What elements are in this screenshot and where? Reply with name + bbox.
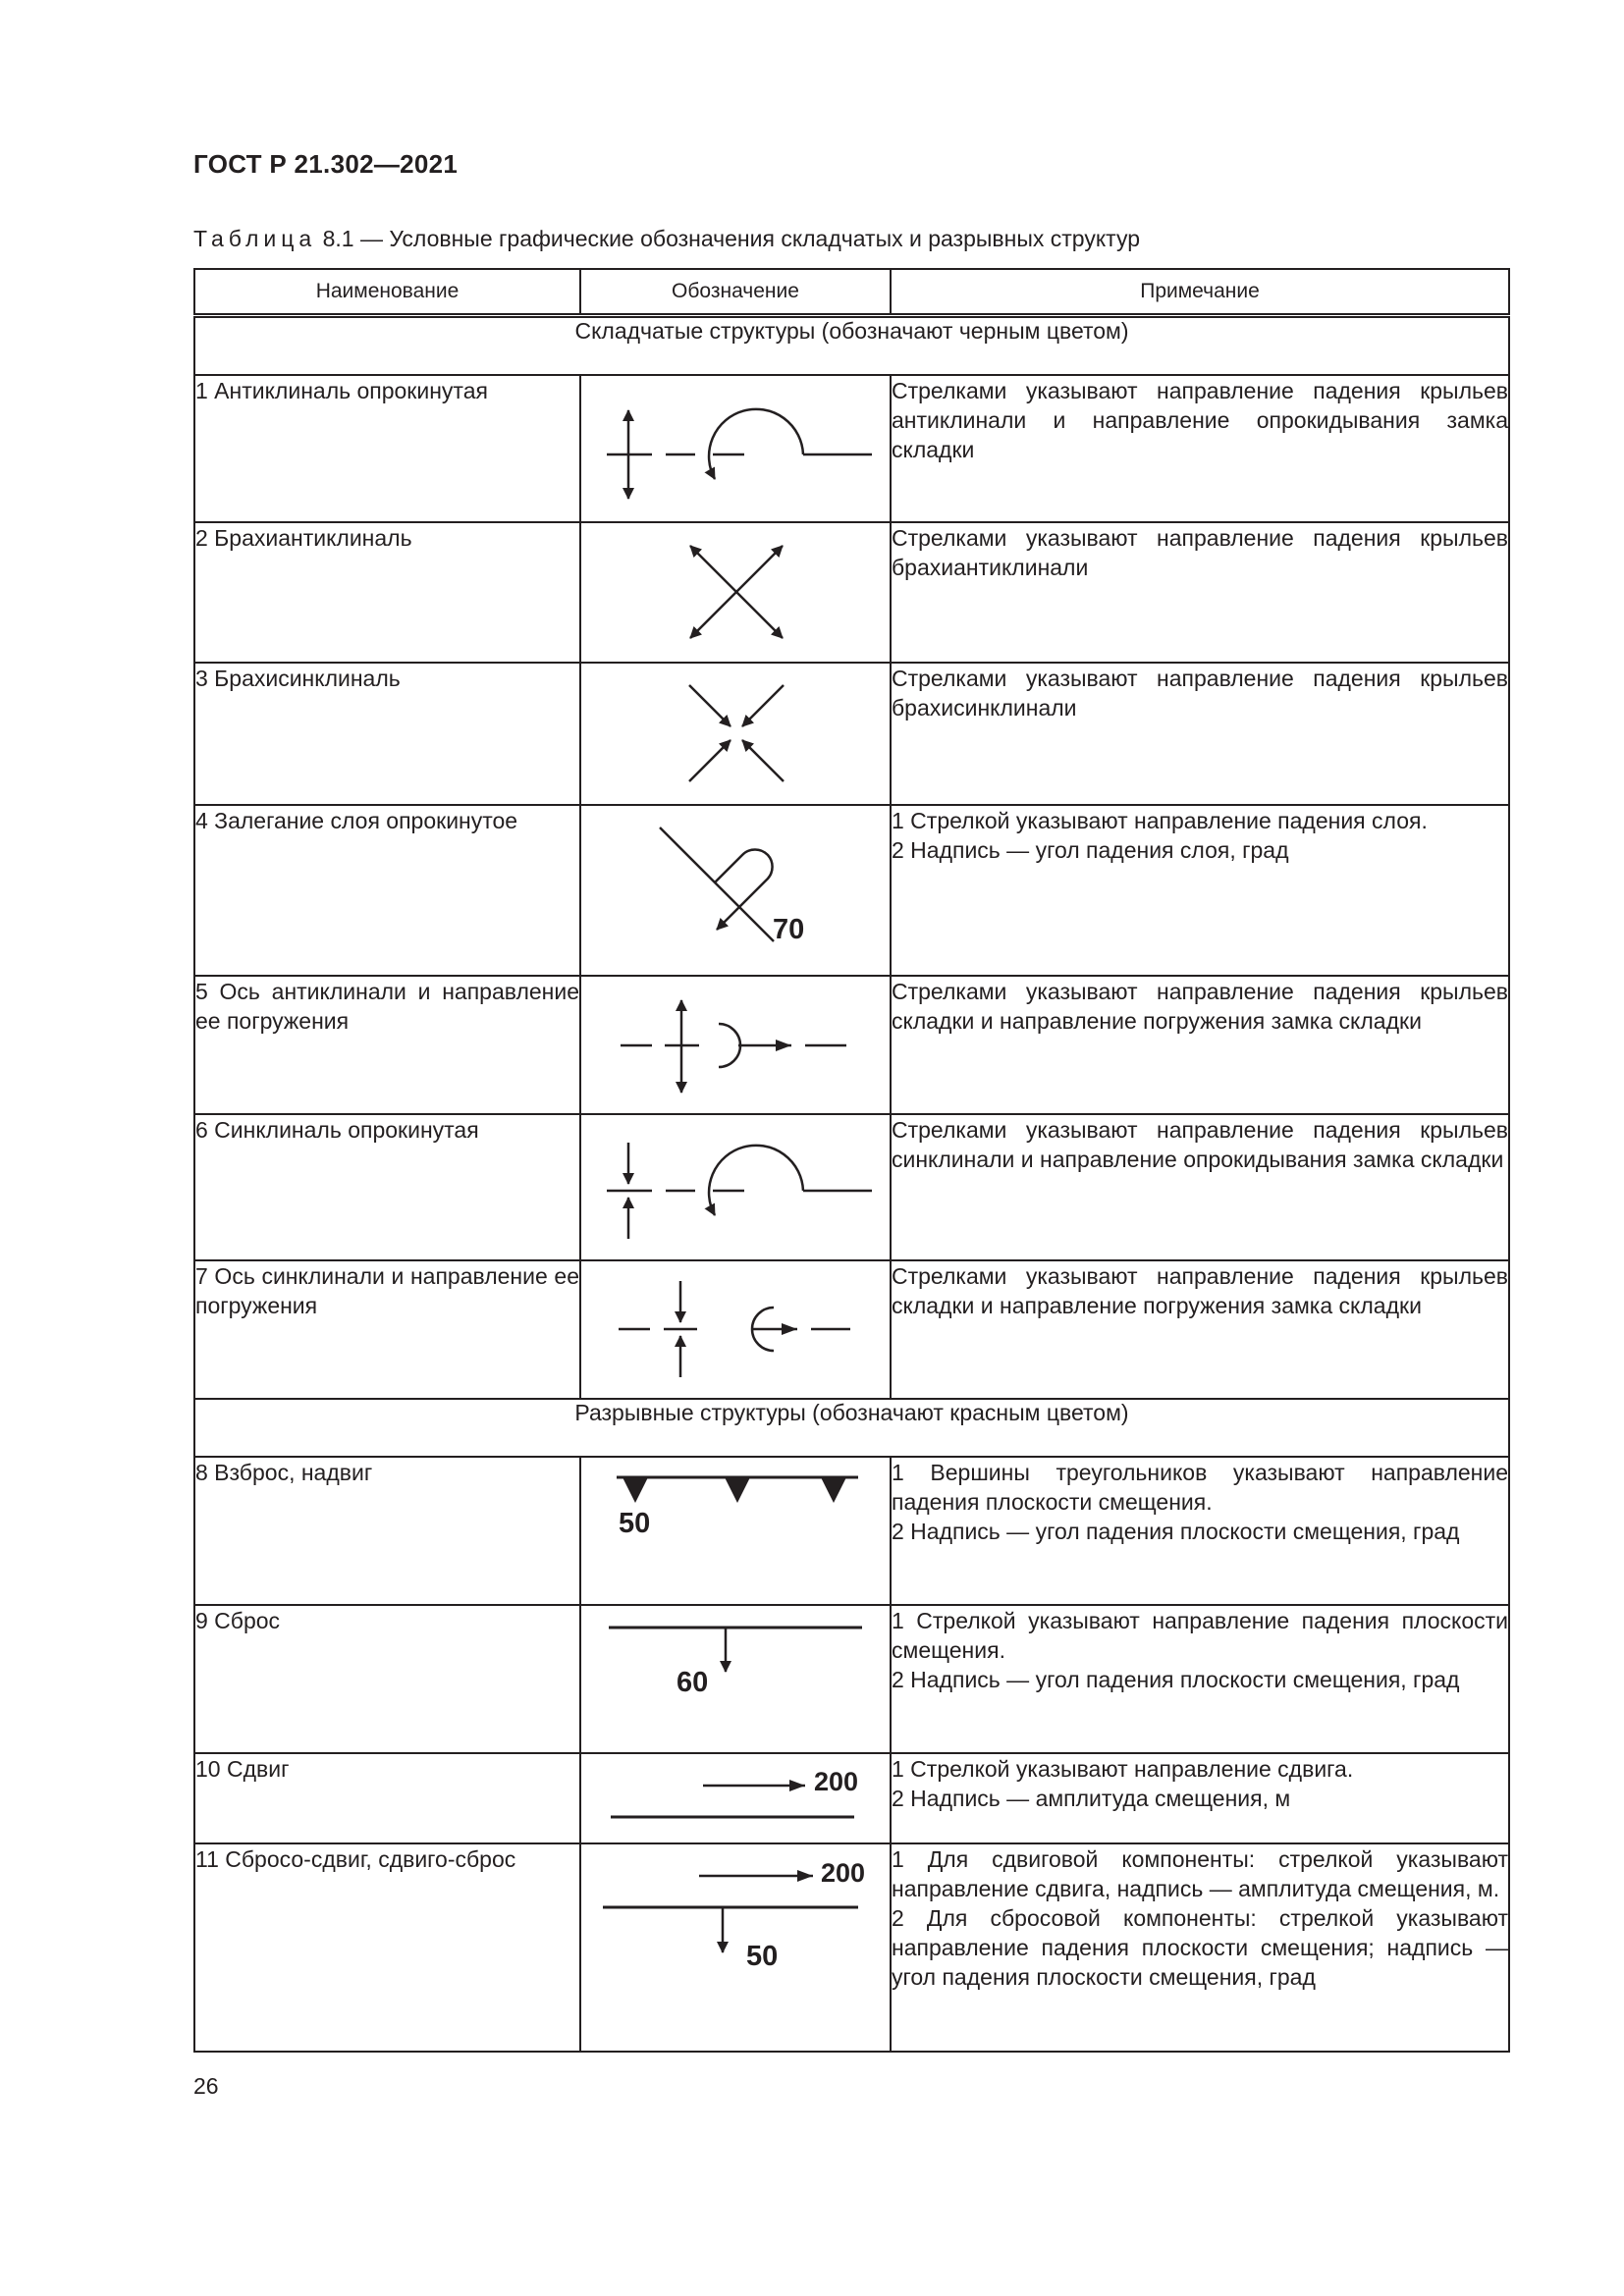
- table-row: [194, 1605, 1509, 1753]
- oblique-slip-fault-symbol: [581, 1844, 892, 2049]
- column-header-name: Наименование: [194, 269, 580, 316]
- symbol-cell: [580, 1260, 891, 1399]
- dip-angle-label: 50: [619, 1508, 651, 1539]
- table-row: [194, 1457, 1509, 1605]
- symbol-cell: [580, 976, 891, 1114]
- section-row: [194, 1399, 1509, 1457]
- row-name: 9 Сброс: [194, 1605, 580, 1753]
- section-folded-structures: Складчатые структуры (обозначают черным цветом): [194, 316, 1509, 376]
- normal-fault-symbol: [581, 1606, 892, 1751]
- section-row: [194, 316, 1509, 376]
- row-name: 10 Сдвиг: [194, 1753, 580, 1843]
- row-note: [891, 805, 1509, 976]
- page-number: 26: [193, 2073, 219, 2099]
- row-note: [891, 976, 1509, 1114]
- table-header-row: [194, 269, 1509, 316]
- amplitude-label: 200: [814, 1767, 859, 1796]
- row-name: 8 Взброс, надвиг: [194, 1457, 580, 1605]
- thrust-fault-symbol: [581, 1458, 892, 1603]
- row-note: [891, 1605, 1509, 1753]
- symbol-cell: [580, 1843, 891, 2052]
- row-name: 1 Антиклиналь опрокинутая: [194, 375, 580, 522]
- symbol-cell: [580, 375, 891, 522]
- symbol-cell: [580, 663, 891, 805]
- row-note: [891, 1260, 1509, 1399]
- row-note: [891, 1753, 1509, 1843]
- anticline-axis-plunge-symbol: [581, 977, 892, 1112]
- overturned-anticline-symbol: [581, 376, 892, 519]
- note-line: 2 Надпись — амплитуда смещения, м: [892, 1786, 1291, 1811]
- table-caption: [193, 226, 1140, 252]
- strike-slip-fault-symbol: [581, 1754, 892, 1841]
- brachysyncline-symbol: [581, 664, 892, 803]
- table-row: [194, 805, 1509, 976]
- dip-angle-label: 60: [677, 1667, 709, 1698]
- row-note: [891, 375, 1509, 522]
- row-name: 3 Брахисинклиналь: [194, 663, 580, 805]
- row-name: 2 Брахиантиклиналь: [194, 522, 580, 663]
- symbol-cell: [580, 1753, 891, 1843]
- column-header-symbol: Обозначение: [580, 269, 891, 316]
- note-line: Стрелками указывают направление падения крыльев синклинали и направление опрокидывания замка складки: [892, 1117, 1508, 1172]
- note-line: Стрелками указывают направление падения крыльев брахиантиклинали: [892, 525, 1508, 580]
- section-fault-structures: Разрывные структуры (обозначают красным цветом): [194, 1399, 1509, 1457]
- table-row: [194, 1753, 1509, 1843]
- note-line: 2 Надпись — угол падения плоскости смещения, град: [892, 1667, 1460, 1692]
- note-line: Стрелками указывают направление падения крыльев антиклинали и направление опрокидывания замка складки: [892, 378, 1508, 462]
- table-row: [194, 1114, 1509, 1260]
- note-line: 1 Для сдвиговой компоненты: стрелкой указывают направление сдвига, надпись — амплитуда смещения, м.: [892, 1846, 1508, 1901]
- symbol-cell: [580, 1457, 891, 1605]
- note-line: Стрелками указывают направление падения крыльев складки и направление погружения замка складки: [892, 979, 1508, 1034]
- row-note: [891, 1843, 1509, 2052]
- brachyanticline-symbol: [581, 523, 892, 661]
- row-name: 11 Сбросо-сдвиг, сдвиго-сброс: [194, 1843, 580, 2052]
- row-name: 5 Ось антиклинали и направление ее погружения: [194, 976, 580, 1114]
- dip-angle-label: 70: [773, 914, 805, 945]
- symbols-table: [193, 268, 1510, 2053]
- symbol-cell: [580, 522, 891, 663]
- note-line: 1 Вершины треугольников указывают направление падения плоскости смещения.: [892, 1460, 1508, 1515]
- table-row: [194, 976, 1509, 1114]
- amplitude-label: 200: [821, 1858, 866, 1888]
- symbol-cell: [580, 1605, 891, 1753]
- row-note: [891, 522, 1509, 663]
- note-line: Стрелками указывают направление падения крыльев брахисинклинали: [892, 666, 1508, 721]
- row-note: [891, 1457, 1509, 1605]
- row-note: [891, 1114, 1509, 1260]
- document-header: ГОСТ Р 21.302—2021: [193, 149, 459, 179]
- table-row: [194, 1843, 1509, 2052]
- row-name: 4 Залегание слоя опрокинутое: [194, 805, 580, 976]
- table-row: [194, 663, 1509, 805]
- row-note: [891, 663, 1509, 805]
- note-line: 2 Надпись — угол падения плоскости смещения, град: [892, 1519, 1460, 1544]
- syncline-axis-plunge-symbol: [581, 1261, 892, 1397]
- note-line: 1 Стрелкой указывают направление падения слоя.: [892, 808, 1428, 833]
- overturned-bedding-symbol: [581, 806, 892, 973]
- table-row: [194, 522, 1509, 663]
- note-line: 2 Для сбросовой компоненты: стрелкой указывают направление падения плоскости смещения; надпись — угол падения плоскости смещения, град: [892, 1905, 1508, 1990]
- symbol-cell: [580, 1114, 891, 1260]
- symbol-cell: [580, 805, 891, 976]
- dip-angle-label: 50: [746, 1941, 779, 1972]
- table-row: [194, 1260, 1509, 1399]
- note-line: 1 Стрелкой указывают направление сдвига.: [892, 1756, 1354, 1782]
- column-header-note: Примечание: [891, 269, 1509, 316]
- note-line: 1 Стрелкой указывают направление падения плоскости смещения.: [892, 1608, 1508, 1663]
- overturned-syncline-symbol: [581, 1115, 892, 1258]
- note-line: 2 Надпись — угол падения слоя, град: [892, 837, 1289, 863]
- note-line: Стрелками указывают направление падения крыльев складки и направление погружения замка складки: [892, 1263, 1508, 1318]
- table-row: [194, 375, 1509, 522]
- row-name: 7 Ось синклинали и направление ее погружения: [194, 1260, 580, 1399]
- table-caption-label: Таблица: [193, 226, 317, 251]
- row-name: 6 Синклиналь опрокинутая: [194, 1114, 580, 1260]
- table-caption-text: 8.1 — Условные графические обозначения складчатых и разрывных структур: [316, 226, 1140, 251]
